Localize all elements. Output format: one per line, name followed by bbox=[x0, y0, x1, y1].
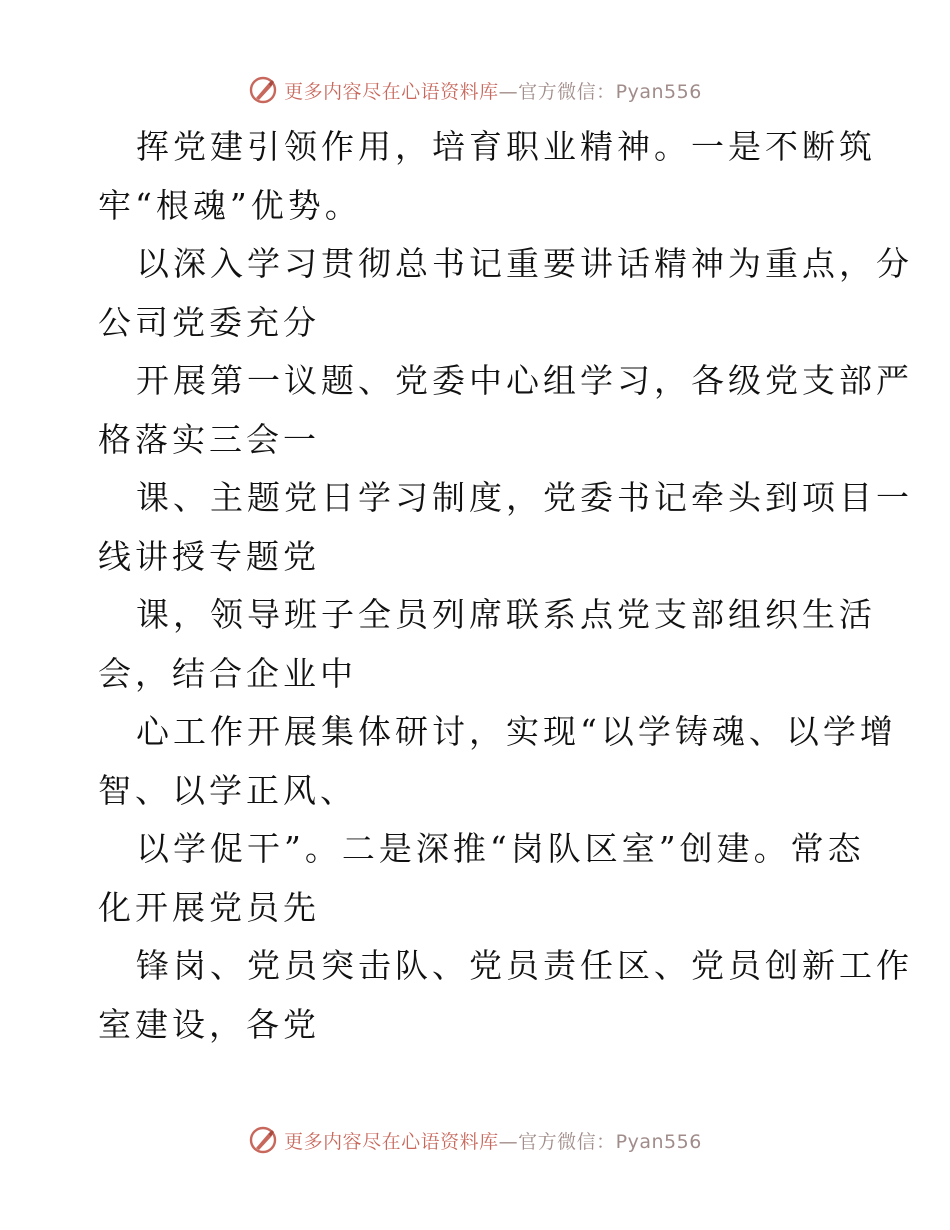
text-line: 公司党委充分 bbox=[98, 302, 320, 342]
quill-pen-seal-icon bbox=[248, 1125, 278, 1155]
text-line: 开展第一议题、党委中心组学习，各级党支部严 bbox=[136, 361, 913, 400]
text-line: 心工作开展集体研讨，实现“以学铸魂、以学增 bbox=[136, 712, 897, 751]
watermark-text bbox=[284, 1127, 702, 1154]
watermark-wechat: —官方微信：Pyan556 bbox=[498, 80, 702, 103]
text-line: 线讲授专题党 bbox=[98, 536, 320, 576]
text-line: 锋岗、党员突击队、党员责任区、党员创新工作 bbox=[136, 946, 913, 985]
watermark-wechat: —官方微信：Pyan556 bbox=[498, 1130, 702, 1153]
text-line: 挥党建引领作用，培育职业精神。一是不断筑 bbox=[136, 127, 876, 166]
text-line: 牢“根魂”优势。 bbox=[98, 185, 362, 225]
watermark-brand: 更多内容尽在心语资料库 bbox=[284, 80, 499, 103]
footer-watermark bbox=[0, 1120, 950, 1160]
text-line: 智、以学正风、 bbox=[98, 770, 357, 810]
quill-pen-seal-icon bbox=[248, 75, 278, 105]
text-line: 以学促干”。二是深推“岗队区室”创建。常态 bbox=[136, 829, 865, 868]
document-body bbox=[98, 118, 913, 1054]
text-line: 以深入学习贯彻总书记重要讲话精神为重点，分 bbox=[136, 244, 913, 283]
watermark-text bbox=[284, 77, 702, 104]
text-line: 会，结合企业中 bbox=[98, 653, 357, 693]
watermark-brand: 更多内容尽在心语资料库 bbox=[284, 1130, 499, 1153]
text-line: 室建设，各党 bbox=[98, 1004, 320, 1044]
text-line: 课，领导班子全员列席联系点党支部组织生活 bbox=[136, 595, 876, 634]
text-line: 课、主题党日学习制度，党委书记牵头到项目一 bbox=[136, 478, 913, 517]
text-line: 化开展党员先 bbox=[98, 887, 320, 927]
header-watermark bbox=[0, 70, 950, 110]
text-line: 格落实三会一 bbox=[98, 419, 320, 459]
